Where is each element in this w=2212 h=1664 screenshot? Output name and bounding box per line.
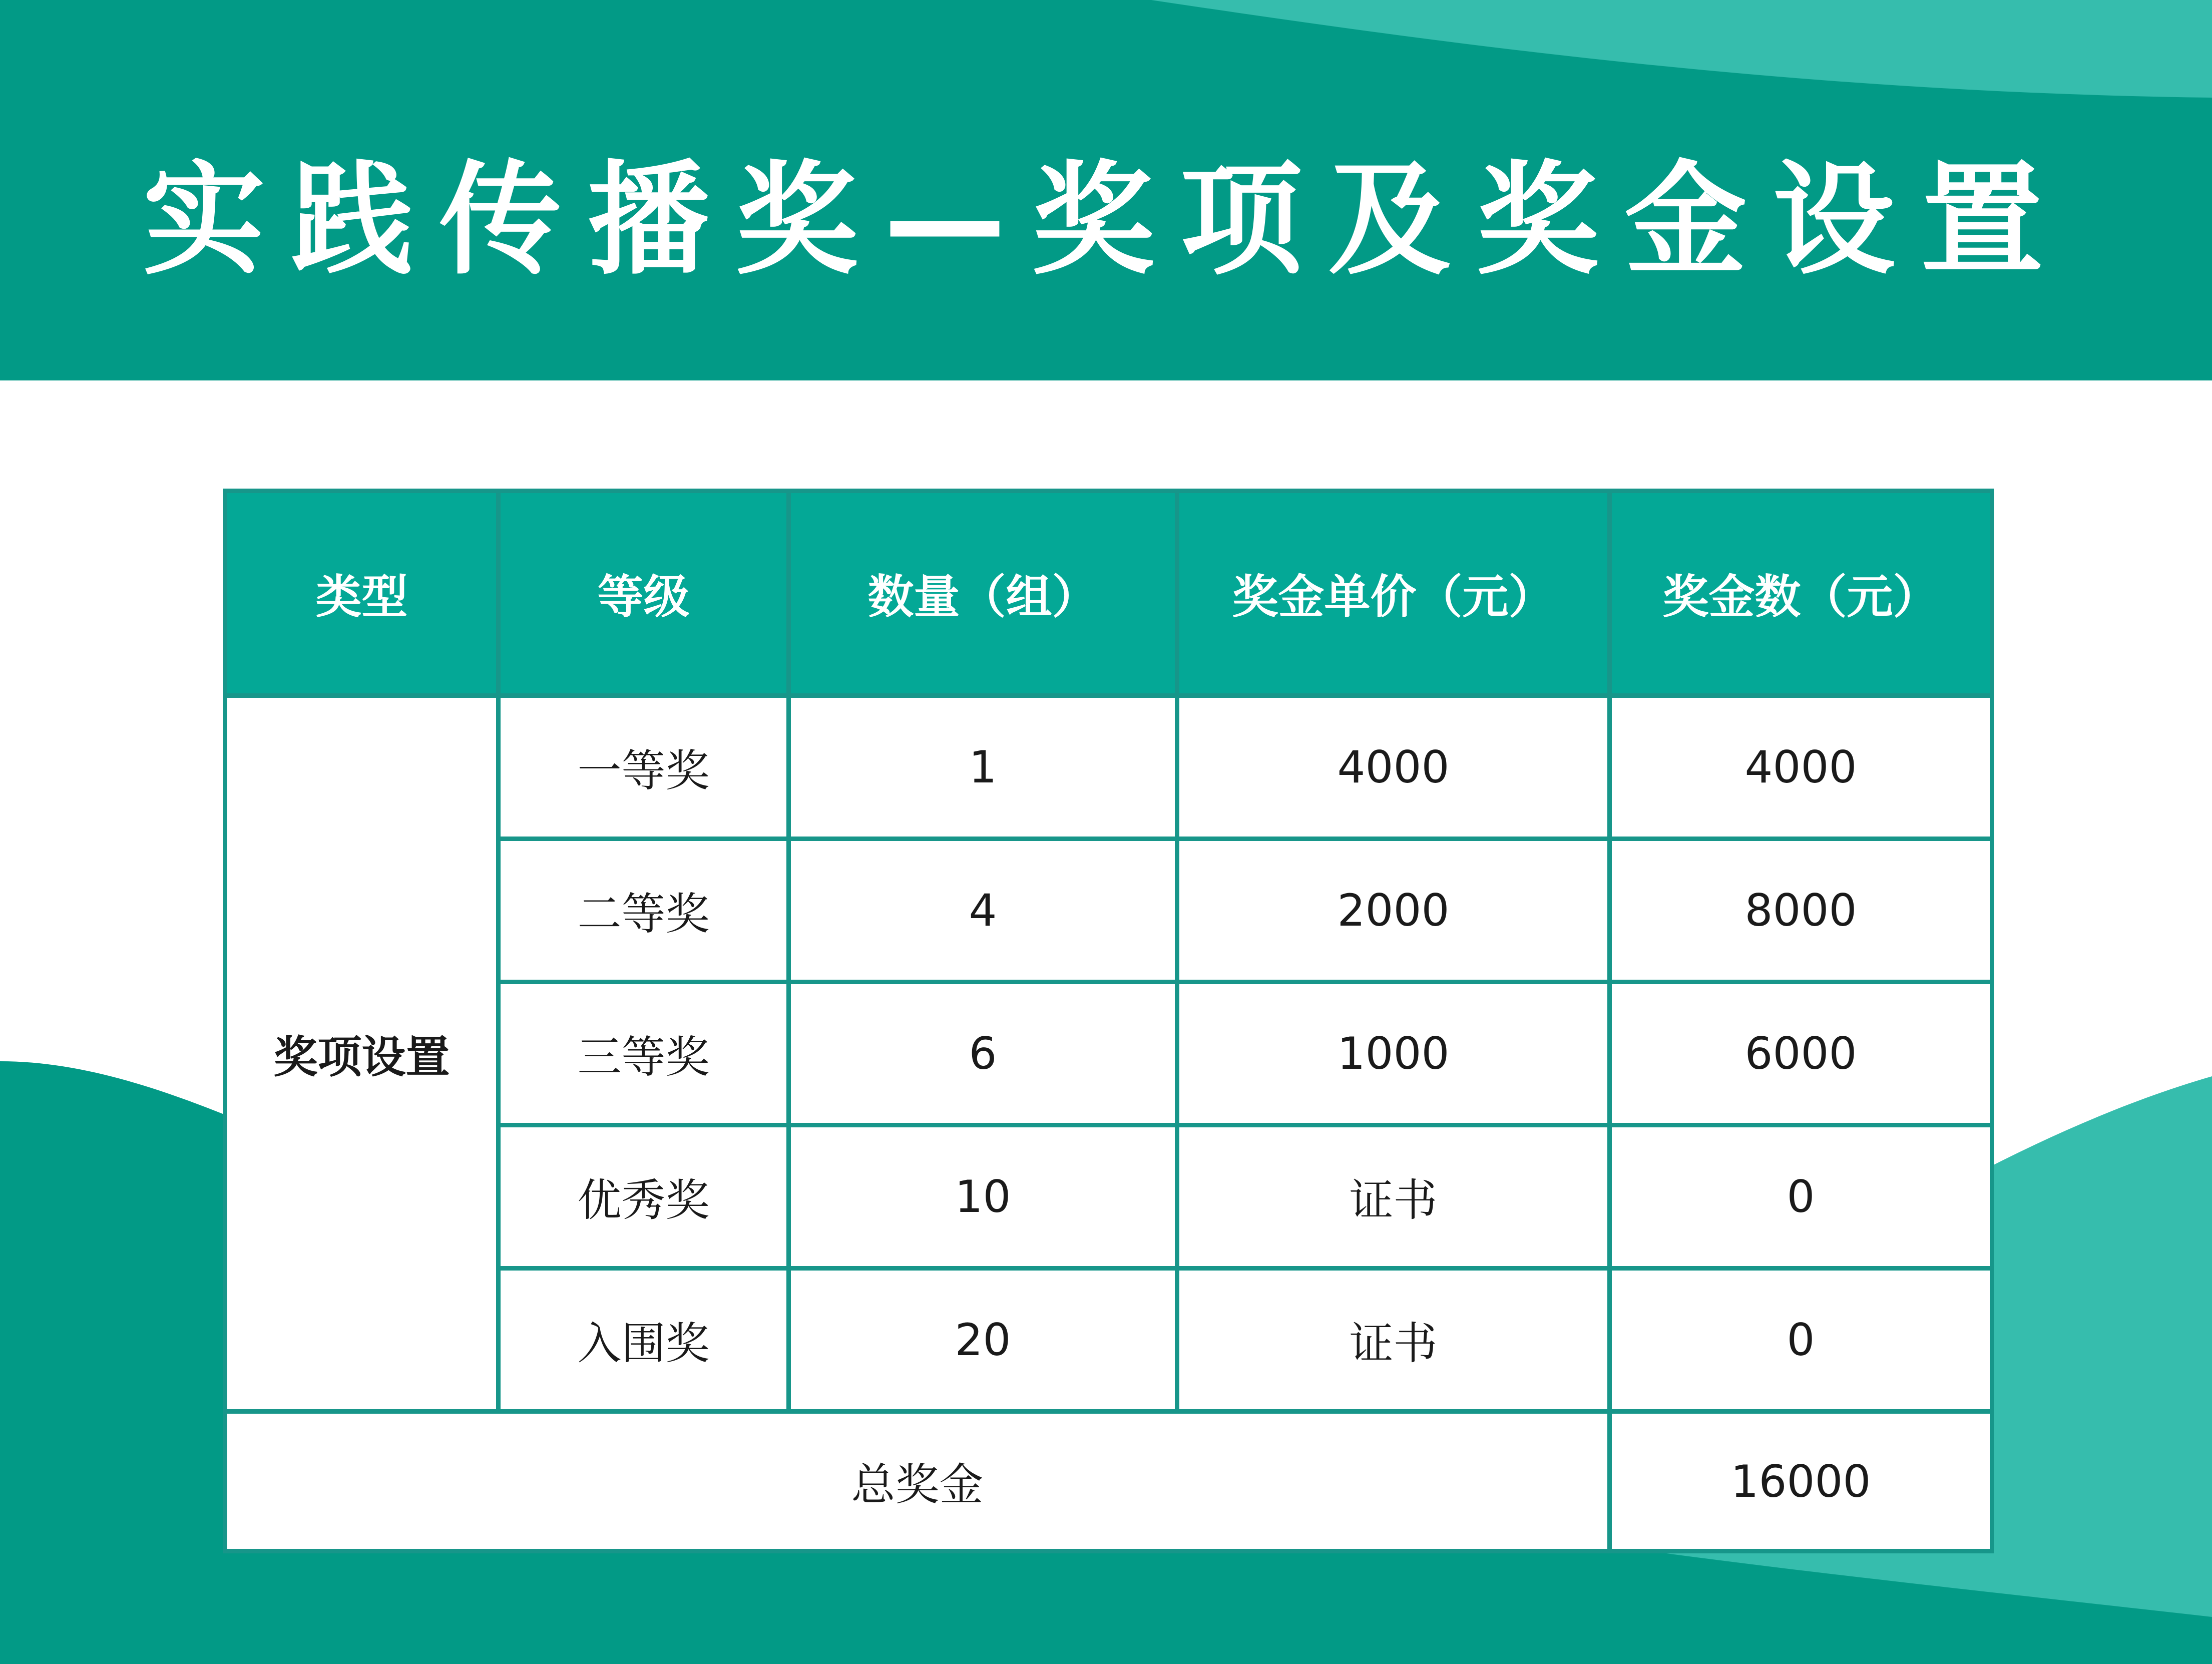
cell-total: 6000 [1610, 982, 1992, 1125]
type-cell-award-setting: 奖项设置 [225, 696, 499, 1412]
cell-unit-price: 证书 [1177, 1269, 1610, 1412]
cell-total: 0 [1610, 1125, 1992, 1269]
cell-level: 一等奖 [499, 696, 789, 839]
prize-table [223, 489, 1994, 1553]
header-type: 类型 [225, 491, 499, 696]
cell-quantity: 20 [789, 1269, 1177, 1412]
cell-level: 三等奖 [499, 982, 789, 1125]
cell-unit-price: 2000 [1177, 839, 1610, 982]
cell-unit-price: 证书 [1177, 1125, 1610, 1269]
total-label: 总奖金 [225, 1412, 1610, 1551]
cell-quantity: 10 [789, 1125, 1177, 1269]
header-quantity: 数量（组） [789, 491, 1177, 696]
cell-quantity: 6 [789, 982, 1177, 1125]
cell-quantity: 1 [789, 696, 1177, 839]
cell-level: 二等奖 [499, 839, 789, 982]
header-total: 奖金数（元） [1610, 491, 1992, 696]
total-value: 16000 [1610, 1412, 1992, 1551]
header-level: 等级 [499, 491, 789, 696]
page-title: 实践传播奖—奖项及奖金设置 [143, 149, 2069, 291]
header-unit-price: 奖金单价（元） [1177, 491, 1610, 696]
table-header-row [225, 491, 1992, 696]
cell-total: 0 [1610, 1269, 1992, 1412]
cell-total: 4000 [1610, 696, 1992, 839]
cell-unit-price: 1000 [1177, 982, 1610, 1125]
cell-level: 优秀奖 [499, 1125, 789, 1269]
cell-total: 8000 [1610, 839, 1992, 982]
cell-quantity: 4 [789, 839, 1177, 982]
cell-level: 入围奖 [499, 1269, 789, 1412]
cell-unit-price: 4000 [1177, 696, 1610, 839]
table-row [225, 696, 1992, 839]
total-row [225, 1412, 1992, 1551]
